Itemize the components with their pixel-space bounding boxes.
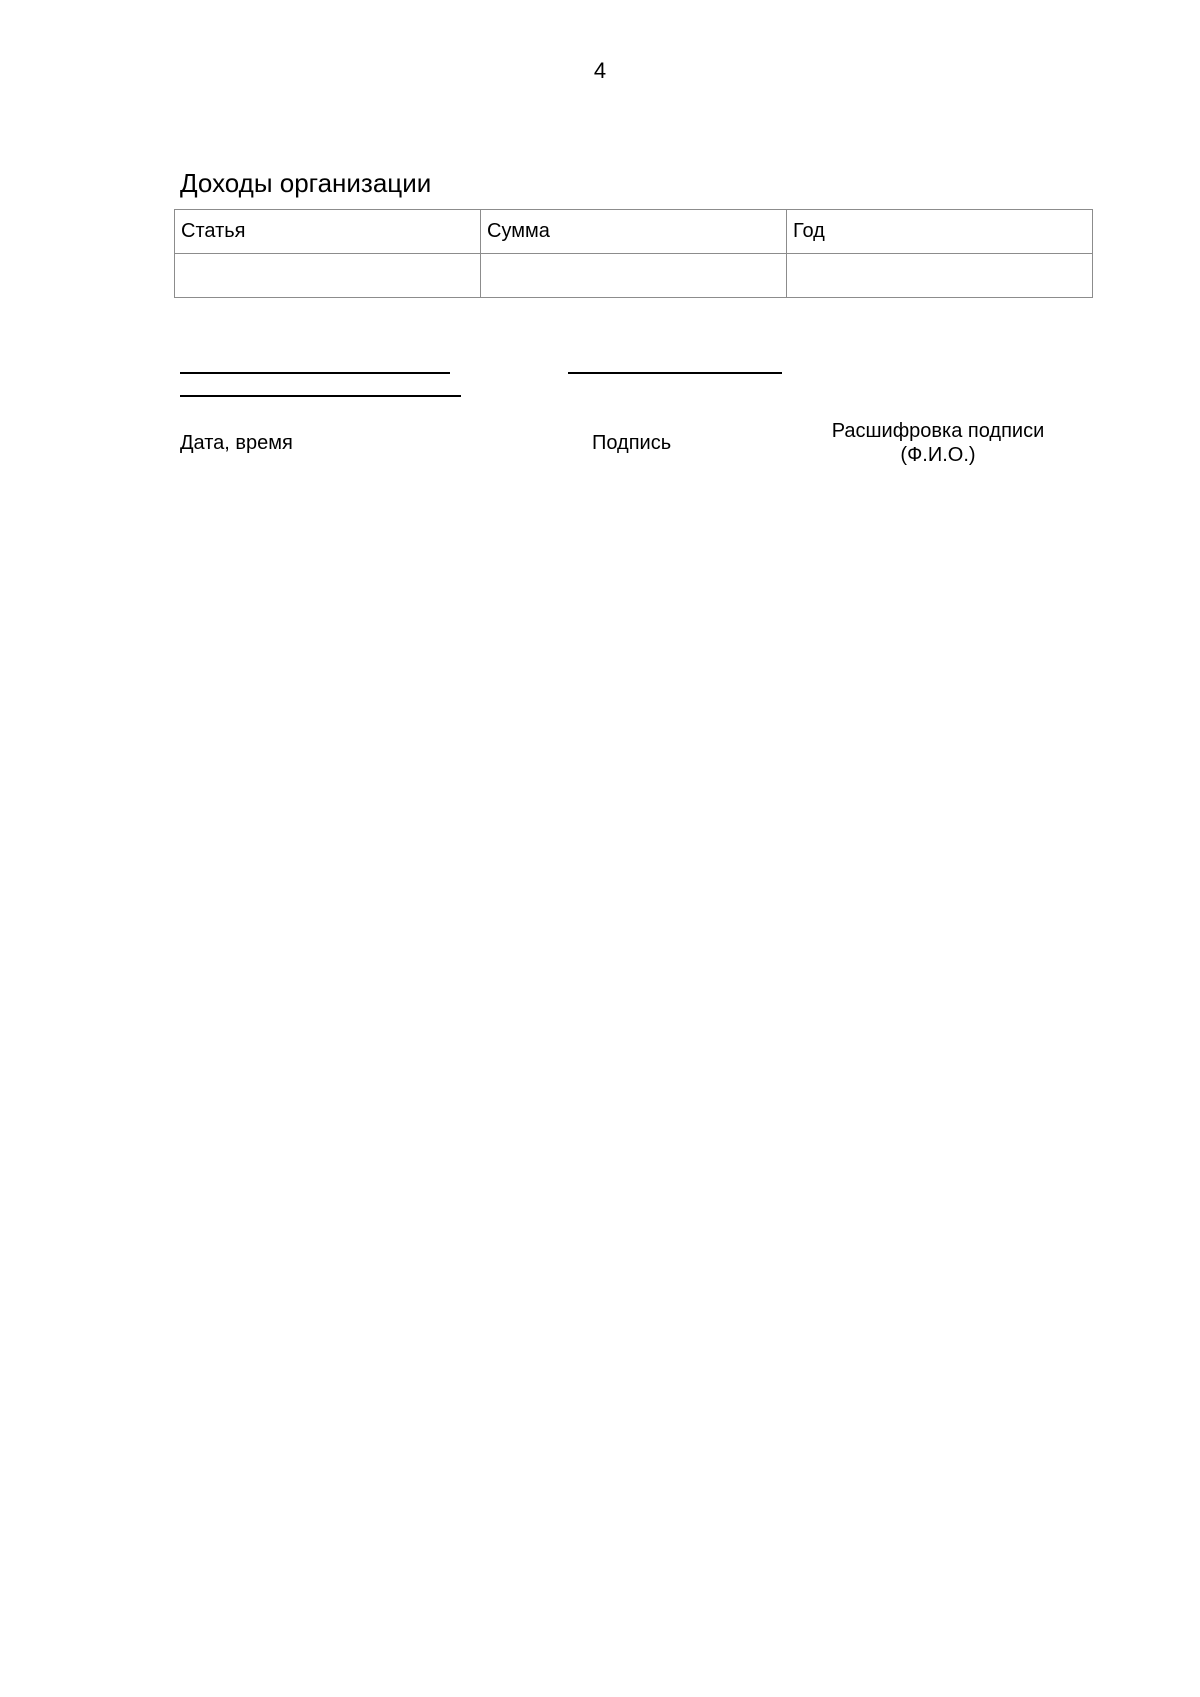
column-header-article: Статья <box>175 210 481 254</box>
signature-decoding-sublabel: (Ф.И.О.) <box>900 444 976 466</box>
income-table <box>174 209 1093 298</box>
signature-decoding-label <box>808 419 1068 467</box>
table-header-row <box>175 210 1093 254</box>
column-header-year: Год <box>787 210 1093 254</box>
signature-line <box>568 372 782 374</box>
table-cell-year[interactable] <box>787 254 1093 298</box>
date-line-lower <box>180 395 461 397</box>
table-cell-article[interactable] <box>175 254 481 298</box>
section-title: Доходы организации <box>180 168 432 198</box>
date-line-upper <box>180 372 450 374</box>
date-time-label: Дата, время <box>180 432 293 454</box>
page-number: 4 <box>593 58 607 83</box>
table-row <box>175 254 1093 298</box>
signature-decoding-title: Расшифровка подписи <box>831 420 1045 442</box>
column-header-amount: Сумма <box>481 210 787 254</box>
table-cell-amount[interactable] <box>481 254 787 298</box>
signature-label: Подпись <box>592 432 672 454</box>
